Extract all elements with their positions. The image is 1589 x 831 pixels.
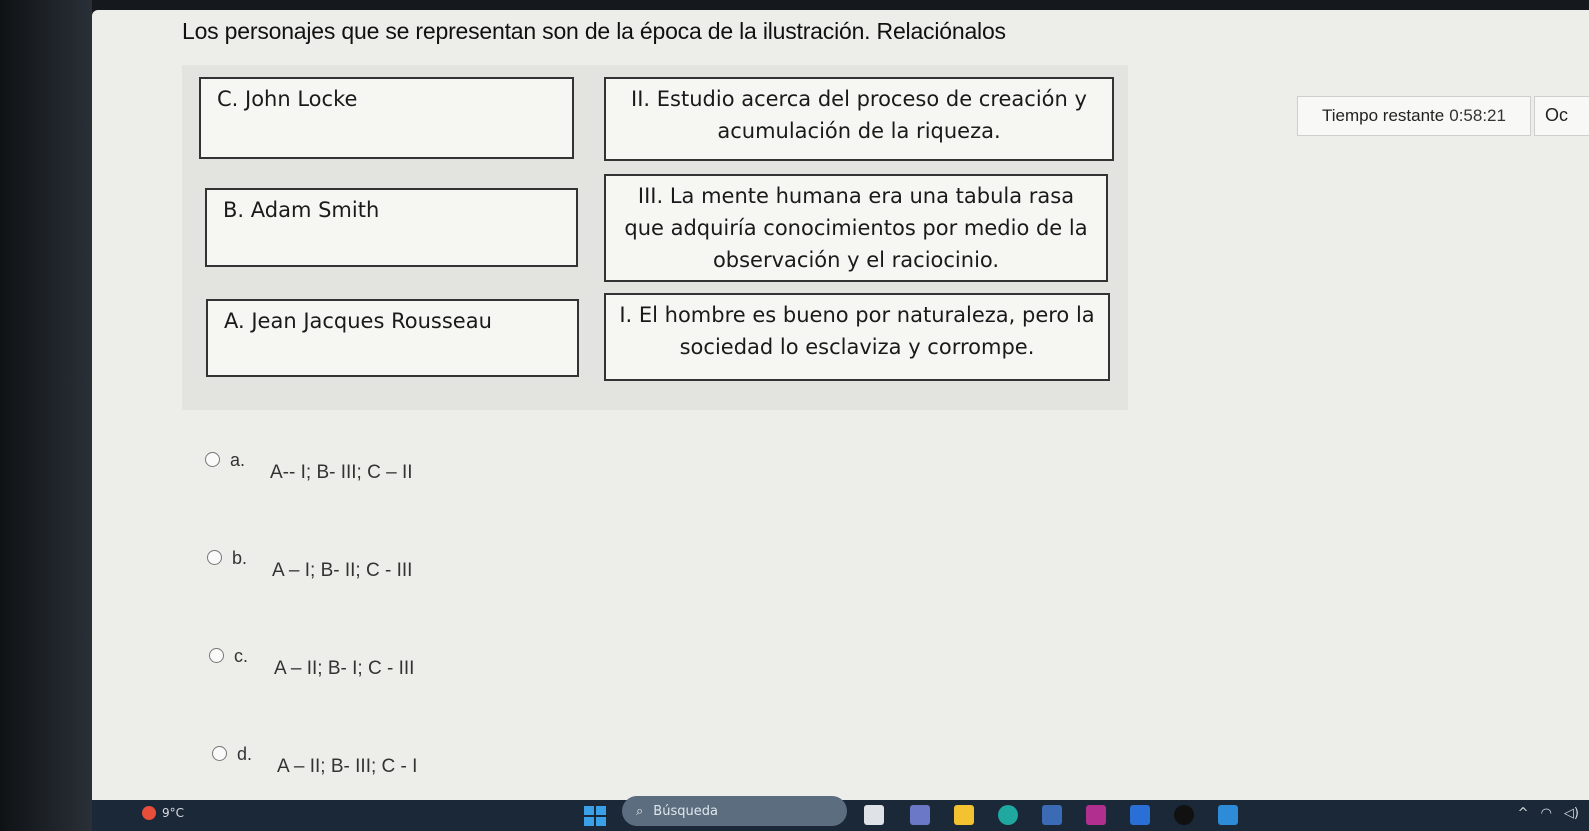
description-text: III. La mente humana era una tabula rasa que adquiría conocimientos por medio de la observación y el raciocinio. <box>624 184 1088 272</box>
radio-button[interactable] <box>207 550 222 565</box>
description-box-i <box>604 293 1110 381</box>
option-letter: d. <box>237 744 253 764</box>
answer-option-b[interactable] <box>207 548 412 582</box>
option-text: A – II; B- III; C - I <box>277 756 418 777</box>
taskbar-search[interactable] <box>622 796 847 826</box>
mcafee-icon[interactable] <box>1086 805 1106 825</box>
option-letter: a. <box>230 450 246 470</box>
app-icon[interactable] <box>1218 805 1238 825</box>
radio-button[interactable] <box>209 648 224 663</box>
store-icon[interactable] <box>1042 805 1062 825</box>
name-label: A. Jean Jacques Rousseau <box>224 309 492 333</box>
option-letter: b. <box>232 548 248 568</box>
chevron-up-icon[interactable]: ^ <box>1517 806 1529 821</box>
tiktok-icon[interactable] <box>1174 805 1194 825</box>
description-text: I. El hombre es bueno por naturaleza, pero la sociedad lo esclaviza y corrompe. <box>619 303 1095 359</box>
hide-timer-button[interactable]: Oc <box>1534 96 1589 136</box>
start-button[interactable] <box>584 806 606 826</box>
name-label: B. Adam Smith <box>223 198 380 222</box>
name-box-smith <box>205 188 578 267</box>
system-tray <box>1518 806 1579 821</box>
answer-option-a[interactable] <box>205 450 413 484</box>
wifi-icon[interactable]: ◠ <box>1540 806 1552 821</box>
description-text: II. Estudio acerca del proceso de creación y acumulación de la riqueza. <box>631 87 1087 143</box>
task-view-icon[interactable] <box>864 805 884 825</box>
teams-icon[interactable] <box>910 805 930 825</box>
temperature: 9°C <box>162 806 185 820</box>
radio-button[interactable] <box>205 452 220 467</box>
time-remaining <box>1297 96 1531 136</box>
quiz-page <box>92 10 1589 800</box>
option-text: A – II; B- I; C - III <box>274 658 415 679</box>
timer-label: Tiempo restante <box>1322 106 1445 125</box>
file-explorer-icon[interactable] <box>954 805 974 825</box>
option-text: A – I; B- II; C - III <box>272 560 413 581</box>
taskbar <box>92 800 1589 831</box>
answer-option-d[interactable] <box>212 744 417 778</box>
volume-icon[interactable]: ◁) <box>1563 806 1579 821</box>
name-box-locke <box>199 77 574 159</box>
name-box-rousseau <box>206 299 579 377</box>
weather-icon <box>142 806 156 820</box>
edge-icon[interactable] <box>998 805 1018 825</box>
name-label: C. John Locke <box>217 87 358 111</box>
radio-button[interactable] <box>212 746 227 761</box>
weather-widget[interactable] <box>142 806 184 820</box>
dropbox-icon[interactable] <box>1130 805 1150 825</box>
option-letter: c. <box>234 646 249 666</box>
description-box-iii <box>604 174 1108 282</box>
answer-option-c[interactable] <box>209 646 414 680</box>
question-title: Los personajes que se representan son de la época de la ilustración. Relaciónalos <box>182 18 1006 44</box>
option-text: A-- I; B- III; C – II <box>270 462 413 483</box>
description-box-ii <box>604 77 1114 161</box>
monitor-bezel-left <box>0 0 92 831</box>
search-placeholder: Búsqueda <box>653 803 718 819</box>
timer-value: 0:58:21 <box>1449 106 1506 125</box>
search-icon: ⌕ <box>636 803 644 819</box>
